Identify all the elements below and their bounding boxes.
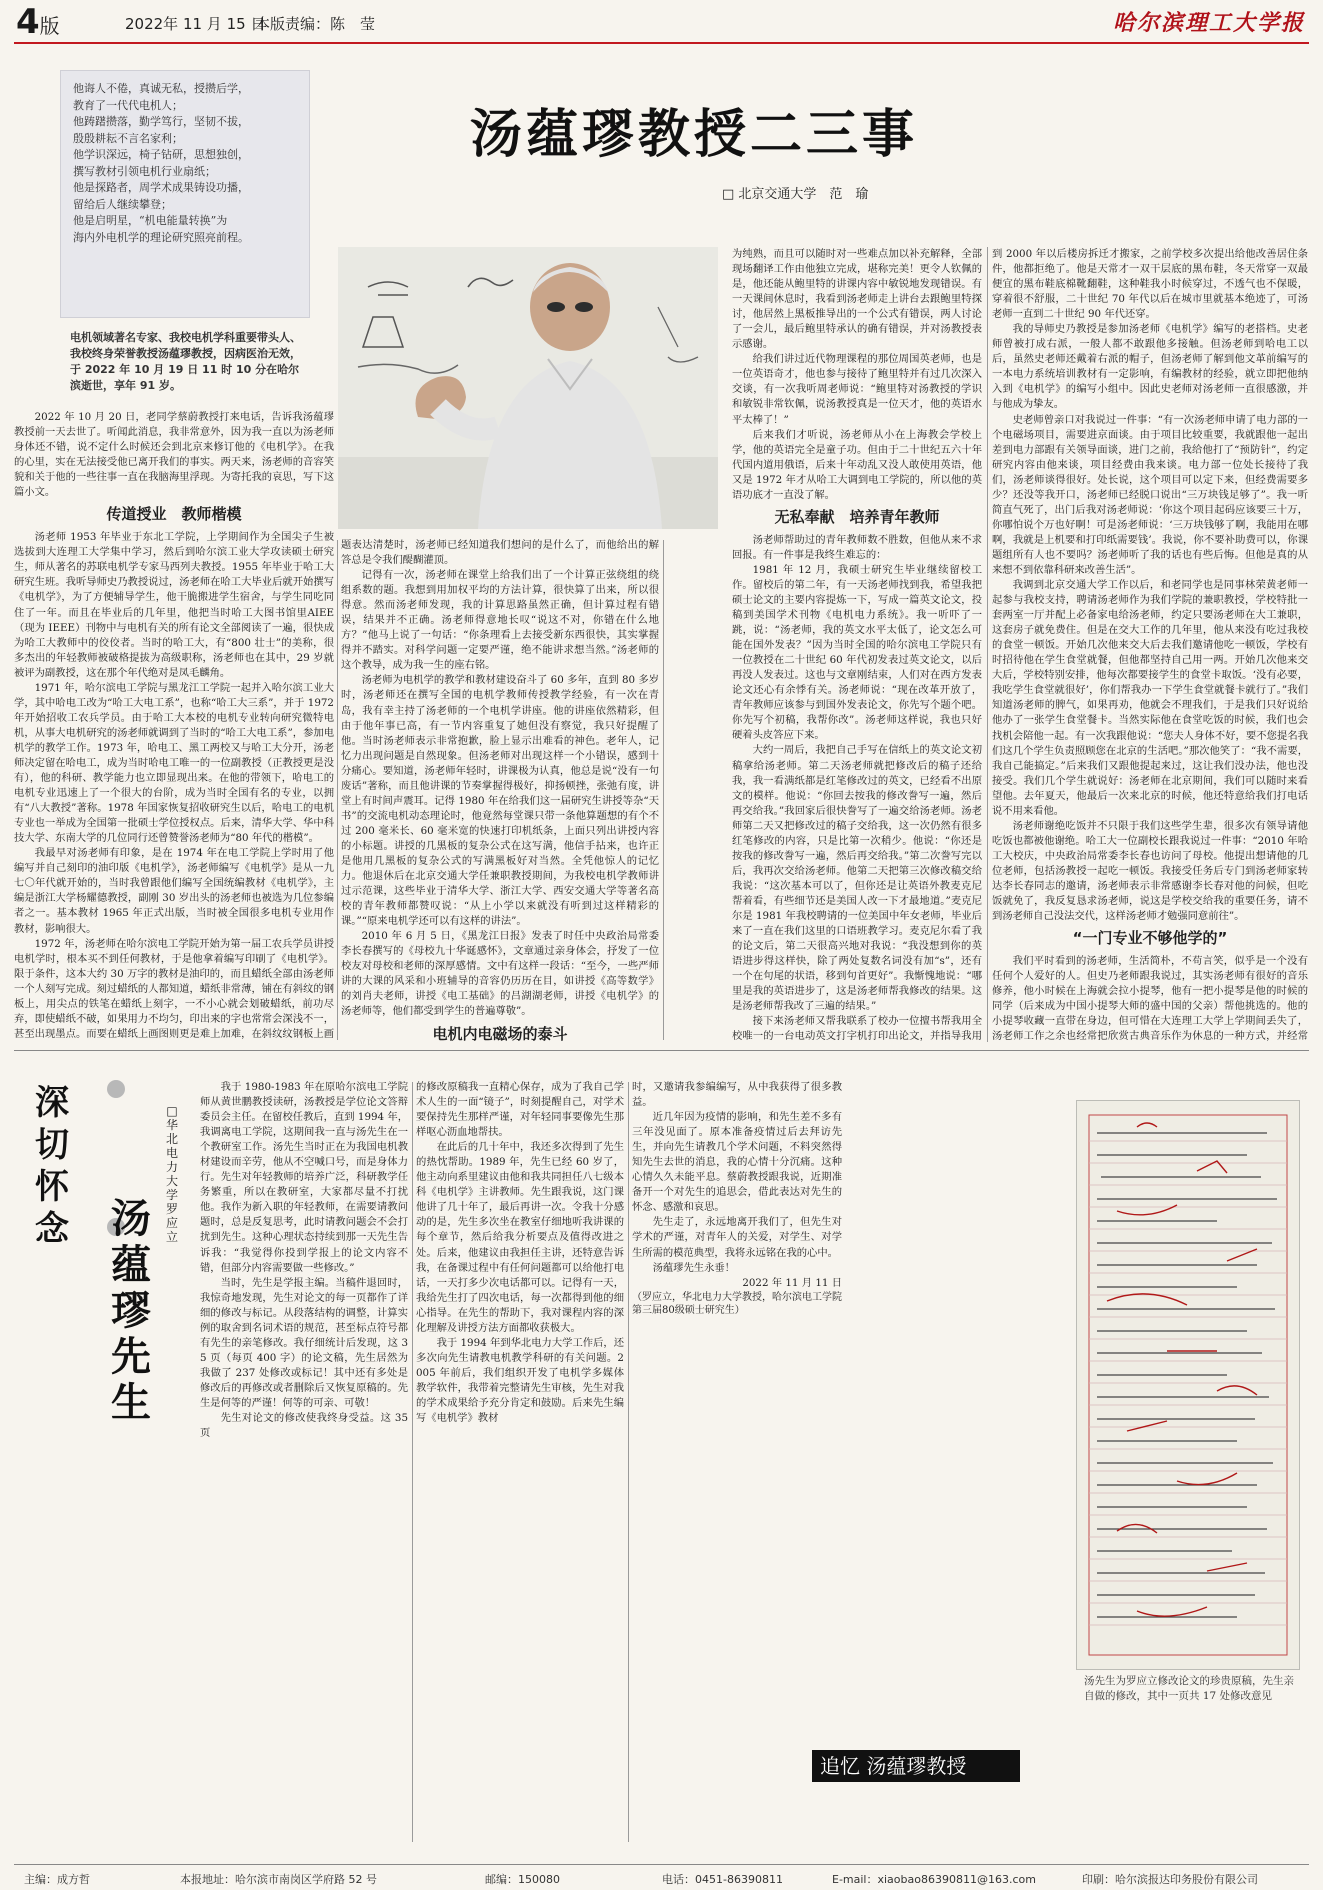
paragraph: 汤蕴璆先生永垂！: [652, 1261, 735, 1274]
article-title: 汤蕴璆教授二三事: [470, 104, 919, 165]
thesis-caption: 汤先生为罗应立修改论文的珍贵原稿，先生亲自做的修改，其中一页共 17 处修改意见: [1084, 1675, 1294, 1702]
page-header: [0, 0, 1323, 44]
section-heading: “一门专业不够他学的”: [1072, 929, 1228, 948]
newspaper-masthead: 哈尔滨理工大学报: [1112, 10, 1305, 36]
memorial-title: 汤蕴璆先生: [111, 1195, 151, 1426]
section-heading: 电机内电磁场的泰斗: [432, 1024, 568, 1042]
annotated-thesis-photo: [1076, 1100, 1300, 1670]
paragraph: 到 2000 年以后楼房拆迁才搬家，之前学校多次提出给他改善居住条件，他都拒绝了。他是天常才一双干层底的黑布鞋，冬天常穿一双最便宜的黑布鞋底棉靴翻鞋，这种鞋我小时候穿过，不透气也不保暖，穿着很不舒服，二十世纪 70 年代以后在城市里就基本绝迹了，可汤老师一直到二十世纪 90 年代还穿。: [992, 248, 1308, 321]
page-editor: 本版责编：陈 莹: [255, 15, 376, 33]
paragraph: 我调到北京交通大学工作以后，和老同学也是同事林荣黄老师一起参与我校支持，聘请汤老师作为我们学院的兼职教授，学校特批一套两室一厅并配上必备家电给汤老师，约定只要汤老师在大工兼职，这套房子就免费住。但是在交大工作的几年里，他从来没有吃过我校的食堂一顿饭。开始几次他来交大后去我们邀请他吃一顿饭，学校有时招待他在学生食堂就餐，但他都坚持自己用一两。开始几次他来交大后，学校特别安排，他每次都要接学生的食堂卡取饭。‘没有必要，我吃学生食堂就很好’，你们帮我办一下学生食堂就餐卡就行了。”我们知道汤老师的脾气，如果再劝，他就会不理我们，于是我们只好说给他办了一张学生食堂餐卡。当然实际他在食堂吃饭的时候，我们也会找机会陪他一起。有一次我跟他说：“您夫人身体不好，要不您提名我们这几个学生负责照顾您在北京的生活吧。”那次他笑了：“我不需要，我自己能搞定。”后来我们又跟他提起来过，这让我们没办法，他也没接受。我们几个学生就说好：汤老师在北京期间，我们可以随时来看望他。去年夏天，他最后一次来北京的时候，他还特意给我们打电话说不用来看他。: [992, 579, 1308, 817]
intro-paragraph: 2022 年 10 月 20 日，老同学蔡蔚教授打来电话，告诉我汤蕴璆教授前一天去世了。听闻此消息，我非常意外，因为我一直以为汤老师身体还不错，说不定什么时候还会到北京来修订他的《电机学》。在我的心里，实在无法接受他已离开我们的事实。两天来，汤老师的音容笑貌和关于他的一些往事一直在我脑海里浮现。为寄托我的哀思，写下这篇小文。: [14, 411, 334, 499]
poem-line: 他诲人不倦，真诚无私，授攒后学，: [73, 82, 249, 95]
paragraph: 我最早对汤老师有印象，是在 1974 年在电工学院上学时用了他编写并自己刻印的油印版《电机学》，汤老师编写《电机学》是从一九七〇年代就开始的，当时我曾跟他们编写全国统编教材《电机学》，主编是浙江大学杨耀德教授，副刚 30 岁出头的汤老师也被选为几位参编者之一。基本教材 1965 年正式出版，当时被全国很多电机专业用作教材，影响很大。: [14, 847, 334, 935]
footer-printer: 印刷：哈尔滨报达印务股份有限公司: [1082, 1873, 1258, 1886]
column-divider: [628, 1082, 629, 1842]
memorial-byline: □ 华北电力大学 罗应立: [165, 1104, 191, 1244]
memorial-signature: 2022 年 11 月 11 日: [742, 1276, 842, 1289]
page-number: 4版: [16, 2, 60, 42]
header-rule: [14, 42, 1309, 44]
paragraph: 汤老师谢绝吃饭并不只限于我们这些学生辈，很多次有领导请他吃饭也都被他谢绝。哈工大一位副校长跟我说过一件事：“2010 年哈工大校庆，中央政治局常委李长春也访问了母校。他提出想请他的几位老师，包括汤教授一起吃一顿饭。我接受任务后专门到汤老师家转达李长春同志的邀请，汤老师表示非常感谢李长春对他的问候，但吃饭就免了，我反复恳求汤老师，说这是学校交给我的重要任务，请不到汤老师自己没法交代，这样汤老师才勉强同意前往”。: [992, 819, 1308, 923]
paragraph: 我于 1980-1983 年在原哈尔滨电工学院师从黄世鹏教授读研，汤教授是学位论文答辩委员会主任。在留校任教后，直到 1994 年，我调离电工学院，这期间我一直与汤先生在一个教研室工作。汤先生当时正在为我国电机教材建设而辛劳，他从不空喊口号，而是身体力行。先生对年轻教师的培养广泛，科研教学任务繁重，所以在教研室，大家都尽量不打扰他。我作为新入职的年轻教师，在需要请教问题时，总是反复思考，此时请教问题会不会打扰到先生。这种心理状态持续到那一天先生告诉我：“我觉得你投到学报上的论文内容不错，但部分内容需要做一些修改。”: [200, 1081, 408, 1274]
poem-line: 教育了一代代电机人；: [73, 98, 183, 112]
column-divider: [987, 247, 988, 1042]
section-heading: 传道授业 教师楷模: [106, 505, 242, 524]
paragraph: 时，又邀请我参编编写，从中我获得了很多教益。: [632, 1081, 842, 1109]
article-byline: □ 北京交通大学 范 瑜: [722, 187, 869, 202]
memorial-column-3: [632, 1080, 842, 1740]
paragraph: 史老师曾亲口对我说过一件事：“有一次汤老师申请了电力部的一个电磁场项目，需要进京面谈。由于项目比较重要，我就跟他一起出差到电力部跟有关领导面谈，进门之前，我给他打了“预防针”，约定研究内容由他来谈，项目经费由我来谈。电力部一位处长接待了我们，汤老师谈得很好。处长说，这个项目可以定下来，但经费需要多少？还没等我开口，汤老师已经脱口说出“三万块钱足够了”。我一听简直气死了，出门后我对汤老师说：‘你这个项目起码应该要三十万，你哪怕说个万也好啊！可是汤老师说：‘三万块钱够了啊，我能用在哪啊，我就是上机要和打印纸需要钱’。我说，你不要补助费可以，你课题组所有人也不要吗？汤老师听了我的话也有些后悔。但他是真的从来想不到依靠科研来改善生活”。: [992, 413, 1308, 576]
paragraph: 我于 1994 年到华北电力大学工作后，还多次向先生请教电机教学科研的有关问题。2005 年前后，我们组织开发了电机学多媒体教学软件，我带着完整请先生审核，先生对我的学术成果给予充分肯定和鼓励。后来先生编写《电机学》教材: [416, 1336, 624, 1425]
photo-illustration: [338, 247, 718, 529]
paragraph: 题表达清楚时，汤老师已经知道我们想问的是什么了，而他给出的解答总是令我们醍醐灌顶。: [341, 539, 659, 567]
recall-name: 汤蕴璆教授: [866, 1754, 967, 1778]
obituary-notice: 电机领域著名专家、我校电机学科重要带头人、我校终身荣誉教授汤蕴璆教授，因病医治无效，于 2022 年 10 月 19 日 11 时 10 分在哈尔滨逝世，享年 91 岁。: [70, 331, 301, 392]
paragraph: 接下来汤老师又帮我联系了校办一位擅书帮我用全校唯一的一台电动英文打字机打印出论文，并指导我用: [732, 1015, 982, 1042]
footer-editor: 主编：成方哲: [24, 1873, 90, 1886]
poem-line: 他学识深远，椅子钻研，思想独创，: [73, 148, 249, 161]
footer-email: E-mail：xiaobao86390811@163.com: [832, 1873, 1036, 1886]
poem-line: 撰写教材引领电机行业扇纸；: [73, 164, 216, 178]
footer-phone: 电话：0451-86390811: [662, 1873, 783, 1886]
footer-address: 本报地址：哈尔滨市南岗区学府路 52 号: [180, 1873, 377, 1886]
dot-icon: [107, 1080, 125, 1098]
paragraph: 的修改原稿我一直精心保存，成为了我自己学术人生的一面“镜子”，时刻提醒自己，对学术要保持先生那样严谨，对年轻同事要像先生那样呕心沥血地帮扶。: [416, 1081, 624, 1139]
footer-rule: [14, 1864, 1309, 1865]
poem-line: 留给后人继续攀登；: [73, 197, 172, 211]
article-column-2: [341, 538, 659, 1042]
paragraph: 近几年因为疫情的影响，和先生差不多有三年没见面了。原本准备疫情过后去拜访先生，并向先生请教几个学术问题，不料突然得知先生去世的消息，我的心情十分沉痛。这种心情久久未能平息。蔡蔚教授跟我说，近期准备开一个对先生的追思会，借此表达对先生的怀念、感激和哀思。: [632, 1111, 842, 1214]
column-label-vertical: 深切怀念: [35, 1083, 69, 1249]
column-divider: [412, 1082, 413, 1842]
tribute-poem-box: [60, 70, 310, 318]
paragraph: 我们平时看到的汤老师，生活简朴，不苟言笑，似乎是一个没有任何个人爱好的人。但史乃老师跟我说过，其实汤老师有很好的音乐修养，他小时候在上海就会拉小提琴，他有一把小提琴是他的时候的同学（后来成为中国小提琴大师的盛中国的父亲）帮他挑选的。他的小提琴收藏一直带在身边，但可惜在大连理工大学上学期间丢失了，汤老师工作之余也经常把欣赏古典音乐作为休息的一种方式，并经常: [992, 955, 1308, 1042]
recall-label: 追忆: [820, 1754, 860, 1778]
recall-banner: [812, 1750, 1020, 1782]
section-rule: [14, 1050, 1309, 1051]
column-divider: [663, 540, 664, 1040]
paragraph: 在此后的几十年中，我还多次得到了先生的热忱帮助。1989 年，先生已经 60 岁了，他主动向系里建议由他和我共同担任八七级本科《电机学》主讲教师。先生跟我说，这门课他讲了几十年了，最后再讲一次。令我十分感动的是，先生多次坐在教室仔细地听我讲课的每个章节，然后给我分析要点及值得改进之处。后来，他建议由我担任主讲，还特意告诉我，在备课过程中有任何问题都可以给他打电话，一天打多少次电话都可以。记得有一天，我给先生打了四次电话，每一次都得到他的细心指导。在先生的帮助下，我对课程内容的深化理解及讲授方法方面都收获极大。: [416, 1141, 624, 1334]
poem-line: 海内外电机学的理论研究照亮前程。: [73, 230, 249, 244]
memorial-column-1: [200, 1080, 408, 1840]
column-divider: [337, 540, 338, 1040]
paragraph: 1972 年，汤老师在哈尔滨电工学院开始为第一届工农兵学员讲授电机学时，根本买不到任何教材，于是他拿着编写印刷了《电机学》。限于条件，这本大约 30 万字的教材是油印的，而且蜡纸全部由汤老师一个人刻写完成。刻过蜡纸的人都知道，蜡纸非常薄，铺在有斜纹的钢板上，用尖点的铁笔在蜡纸上刻字，一不小心就会划破蜡纸，前功尽弃，即使蜡纸不破，如果用力不均匀，印出来的字也常常会深浅不一，甚至出现墨点。而要在蜡纸上画图则更是难上加难，在斜纹纹钢板上画: [14, 937, 334, 1040]
poem-line: 他是启明星，“机电能量转换”为: [73, 214, 228, 227]
memorial-author-note: （罗应立，华北电力大学教授，哈尔滨电工学院第三届80级硕士研究生）: [632, 1291, 842, 1316]
paragraph: 1981 年 12 月，我硕士研究生毕业继续留校工作。留校后的第二年，有一天汤老师找到我，希望我把硕士论文的主要内容提炼一下，写成一篇英文论文，投稿到美国学术刊物《电机电力系统》。我一听吓了一跳，说：“汤老师，我的英文水平太低了，论文怎么可能在国外发表？”因为当时全国的哈尔滨电工学院只有一位教授在二十世纪 60 年代初发表过英文论文，以后再没人发表过。这也与文章刚结束，人们对在西方发表论文还心有余悸有关。汤老师说：“现在改革开放了，青年教师应该参与到国外发表论文，你先写个题个吧。你先写个初稿，我帮你改”。汤老师这样说，我也只好硬着头皮答应下来。: [732, 563, 982, 742]
paragraph: 先生走了，永远地离开我们了，但先生对学术的严谨，对青年人的关爱，对学生、对学生所需的模范典型，我将永远铭在我的心中。: [632, 1216, 842, 1259]
paragraph: 记得有一次，汤老师在课堂上给我们出了一个计算正弦绕组的绕组系数的题。我想到用加权平均的方法计算，很快算了出来，所以很得意。然而汤老师发现，我的计算思路虽然正确，但计算过程有错误，结果并不正确。汤老师得意地长叹“说这不对，你错在什么地方？”他马上说了一句话：“你条理看上去接受新东西很快，其实掌握得并不踏实。对科学问题一定要严谨，绝不能讲求想当然。”汤老师的这个教导，成为我一生的座右铭。: [341, 569, 659, 672]
thesis-manuscript-illustration: [1077, 1101, 1299, 1669]
paragraph: 汤老师帮助过的青年教师数不胜数，但他从来不求回报。有一件事是我终生难忘的：: [732, 533, 982, 561]
paragraph: 为纯熟，而且可以随时对一些难点加以补充解释，全部现场翻译工作由他独立完成，堪称完美！更令人钦佩的是，他还能从鲍里特的讲课内容中敏锐地发现错误。有一天课间休息时，我看到汤老师走上讲台去跟鲍里特探讨，他居然上黑板推导出的一个公式有错误，两人讨论了一会儿，最后鲍里特承认的确有错误，并对汤教授表示感谢。: [732, 248, 982, 351]
poem-line: 他踌躇攒落，勤学笃行，坚韧不拔，: [73, 115, 249, 128]
poem-line: 他是探路者，周学术成果铸设功播，: [73, 181, 249, 194]
article-column-3: [732, 247, 982, 1042]
paragraph: 大约一周后，我把自己手写在信纸上的英文论文初稿拿给汤老师。第二天汤老师就把修改后的稿子还给我，我一看满纸都是红笔修改过的英文，已经看不出原文的模样。他说：“你回去按我的修改誊写一遍，然后再交给我。”我回家后很快誊写了一遍交给汤老师。汤老师第二天又把修改过的稿子交给我，这一次仍然有很多红笔修改的内容，只是比第一次稍少。他说：“你还是按我的修改誊写一遍，然后再交给我。”第二次誊写完以后，我再次交给汤老师。他第二天把第三次修改稿交给我说：“这次基本可以了，但你还是让英语外教麦克尼帮着看，有些细节还是美国人改一下才最地道。”麦克尼尔是 1981 年我校聘请的一位美国中年女老师，毕业后来了一直在我们这里的口语班教学习。麦克尼尔看了我的论文后，第二天很高兴地对我说：“我没想到你的英语进步得这样快，除了两处复数名词没有加“s”，还有一个在句尾的状语，移到句首更好”。我惭愧地说：“哪里是我的英语进步了，这是汤老师帮我修改的结果。这是汤老师帮我改了三遍的结果。”: [732, 744, 982, 1013]
poem-line: 殷殷耕耘不言名家利；: [73, 131, 183, 145]
paragraph: 汤老师 1953 年毕业于东北工学院，上学期间作为全国尖子生被选拔到大连理工大学集中学习，然后到哈尔滨工业大学攻读硕士研究生，师从著名的苏联电机学专家马西列夫教授。1955 年毕业于哈工大研究生班。我听导师史乃教授说过，汤老师在哈工大毕业后就开始撰写《电机学》，为了方便辅导学生，他干脆搬进学生宿舍，与学生同吃同住了一年。而且在毕业后的几年里，他把当时哈工大图书馆里AIEE（现为 IEEE）刊物中与电机有关的所有论文全部阅读了一遍，很快成为哈工大教师中的佼佼者。当时的哈工大，有“800 壮士”的美称，很多杰出的年轻教师被破格提拔为高级职称，汤老师也在其中，29 岁就被评为副教授，这在那个年代绝对是凤毛麟角。: [14, 531, 334, 679]
paragraph: 2010 年 6 月 5 日，《黑龙江日报》发表了时任中央政治局常委李长春撰写的《母校九十华诞感怀》，文章通过亲身体会，抒发了一位校友对母校和老师的深厚感情。文中有这样一段话：“至今，一些严师讲的大课的风采和小班辅导的音容仍历历在目，如讲授《高等数学》的刘肖夫老师，讲授《电工基础》的吕湖湖老师，讲授《电机学》的汤老师等，他们都受到学生的普遍尊敬”。: [341, 930, 659, 1018]
paragraph: 先生对论文的修改使我终身受益。这 35 页: [200, 1412, 408, 1440]
paragraph: 后来我们才听说，汤老师从小在上海教会学校上学，他的英语完全是童子功。但由于二十世纪五六十年代国内道用俄语，后来十年动乱又没人敢使用英语，他又是 1972 年才从哈工大调到电工学院的，所以他的英语功底才一直没了解。: [732, 428, 982, 501]
paragraph: 1971 年，哈尔滨电工学院与黑龙江工学院一起并入哈尔滨工业大学，其中哈电工改为“哈工大电工系”，也称“哈工大三系”，并于 1972 年开始招收工农兵学员。由于哈工大本校的电机专业转向研究微特电机，从事大电机研究的汤老师就调到了当时的“哈工大电工系”，参加电机学的教学工作。1973 年，哈电工、黑工两校又与哈工大分开，汤老师决定留在哈电工，成为当时哈电工唯一的一位副教授（正教授更是没有），他的科研、教学能力也立即显现出来。在他的带领下，哈电工的电机专业迅速上了一个很大的台阶，成为当时全国有名的专业，以拥有“八大教授”著称。1978 年国家恢复招收研究生以后，哈电工的电机专业也一举成为全国第一批硕士学位授权点。后来，清华大学、华中科技大学、东南大学的几位同行还曾赞誉汤老师为“80 年代的楷模”。: [14, 681, 334, 845]
professor-lecture-photo: [338, 247, 718, 529]
paragraph: 当时，先生是学报主编。当稿件退回时，我惊奇地发现，先生对论文的每一页都作了详细的修改与标记。从段落结构的调整，计算实例的取舍到名词术语的规范，甚至标点符号都有先生的亲笔修改。我仔细统计后发现，这 35 页（每页 400 字）的论文稿，先生居然为我做了 237 处修改或标记！其中还有多处是修改后的再修改或者删除后又恢复原稿的。先生是何等的严谨！何等的可亲、可敬！: [200, 1276, 408, 1409]
issue-date: 2022年 11 月 15 日: [125, 15, 266, 33]
memorial-column-2: [416, 1080, 624, 1840]
page-footer: [0, 1866, 1323, 1890]
article-column-1: [14, 410, 334, 1042]
section-heading: 无私奉献 培养青年教师: [774, 507, 940, 526]
paragraph: 给我们讲过近代物理课程的那位周国英老师，也是一位英语奇才，他也参与接待了鲍里特并有过几次深入交谈，有一次我听周老师说：“鲍里特对汤教授的学识和敏锐非常钦佩，说汤教授真是一位天才，他的英语水平太棒了！”: [732, 353, 982, 426]
paragraph: 我的导师史乃教授是参加汤老师《电机学》编写的老搭档。史老师曾被打成右派，一般人都不敢跟他多接触。但汤老师到哈电工以后，虽然史老师还戴着右派的帽子，但汤老师了解到他文革前编写的一本电力系统培训教材有一定影响，有编教材的经验，就立即把他纳入到《电机学》的编写小组中。因此史老师对汤老师一直很感激，并与他成为挚友。: [992, 323, 1308, 411]
footer-postcode: 邮编：150080: [485, 1873, 560, 1886]
article-column-4: [992, 247, 1308, 1042]
paragraph: 汤老师为电机学的教学和教材建设奋斗了 60 多年，直到 80 多岁时，汤老师还在撰写全国的电机学教师传授教学经验，有一次在青岛，我有幸主持了汤老师的一个电机学讲座。他的讲座依然精彩，但由于他年事已高，有一节内容重复了她但没有察觉，我只好提醒了他。当时汤老师表示非常抱歉，脸上显示出难看的神色。老年人，记忆力出现问题是自然现象。但汤老师对出现这样一个小错误，感到十分痛心。要知道，汤老师年轻时，讲课极为认真，他总是说“没有一句废话”著称，而且他讲课的节奏掌握得极好，抑扬顿挫，张弛有度，讲堂上有时间声震耳。记得 1980 年在给我们这一届研究生讲授等杂“天书”的交流电机动态理论时，他竟然每堂课只带一条他算题想的有个不过 200 毫米长、60 毫米宽的快速打印机纸条，上面只列出讲授内容的小标题。讲授的几黑板的复杂公式在这写满，他信手拈来，也许正是他用几黑板的复杂公式的写满黑板好对当然。全凭他惊人的记忆力。他退休后在北京交通大学任兼职教授期间，为我校电机学教师讲过示范课，这些毕业于清华大学、浙江大学、西安交通大学等著名高校的青年教师都赞叹说：“从上小学以来就没有听到过这样精彩的课。”“原来电机学还可以有这样的讲法”。: [341, 674, 659, 928]
